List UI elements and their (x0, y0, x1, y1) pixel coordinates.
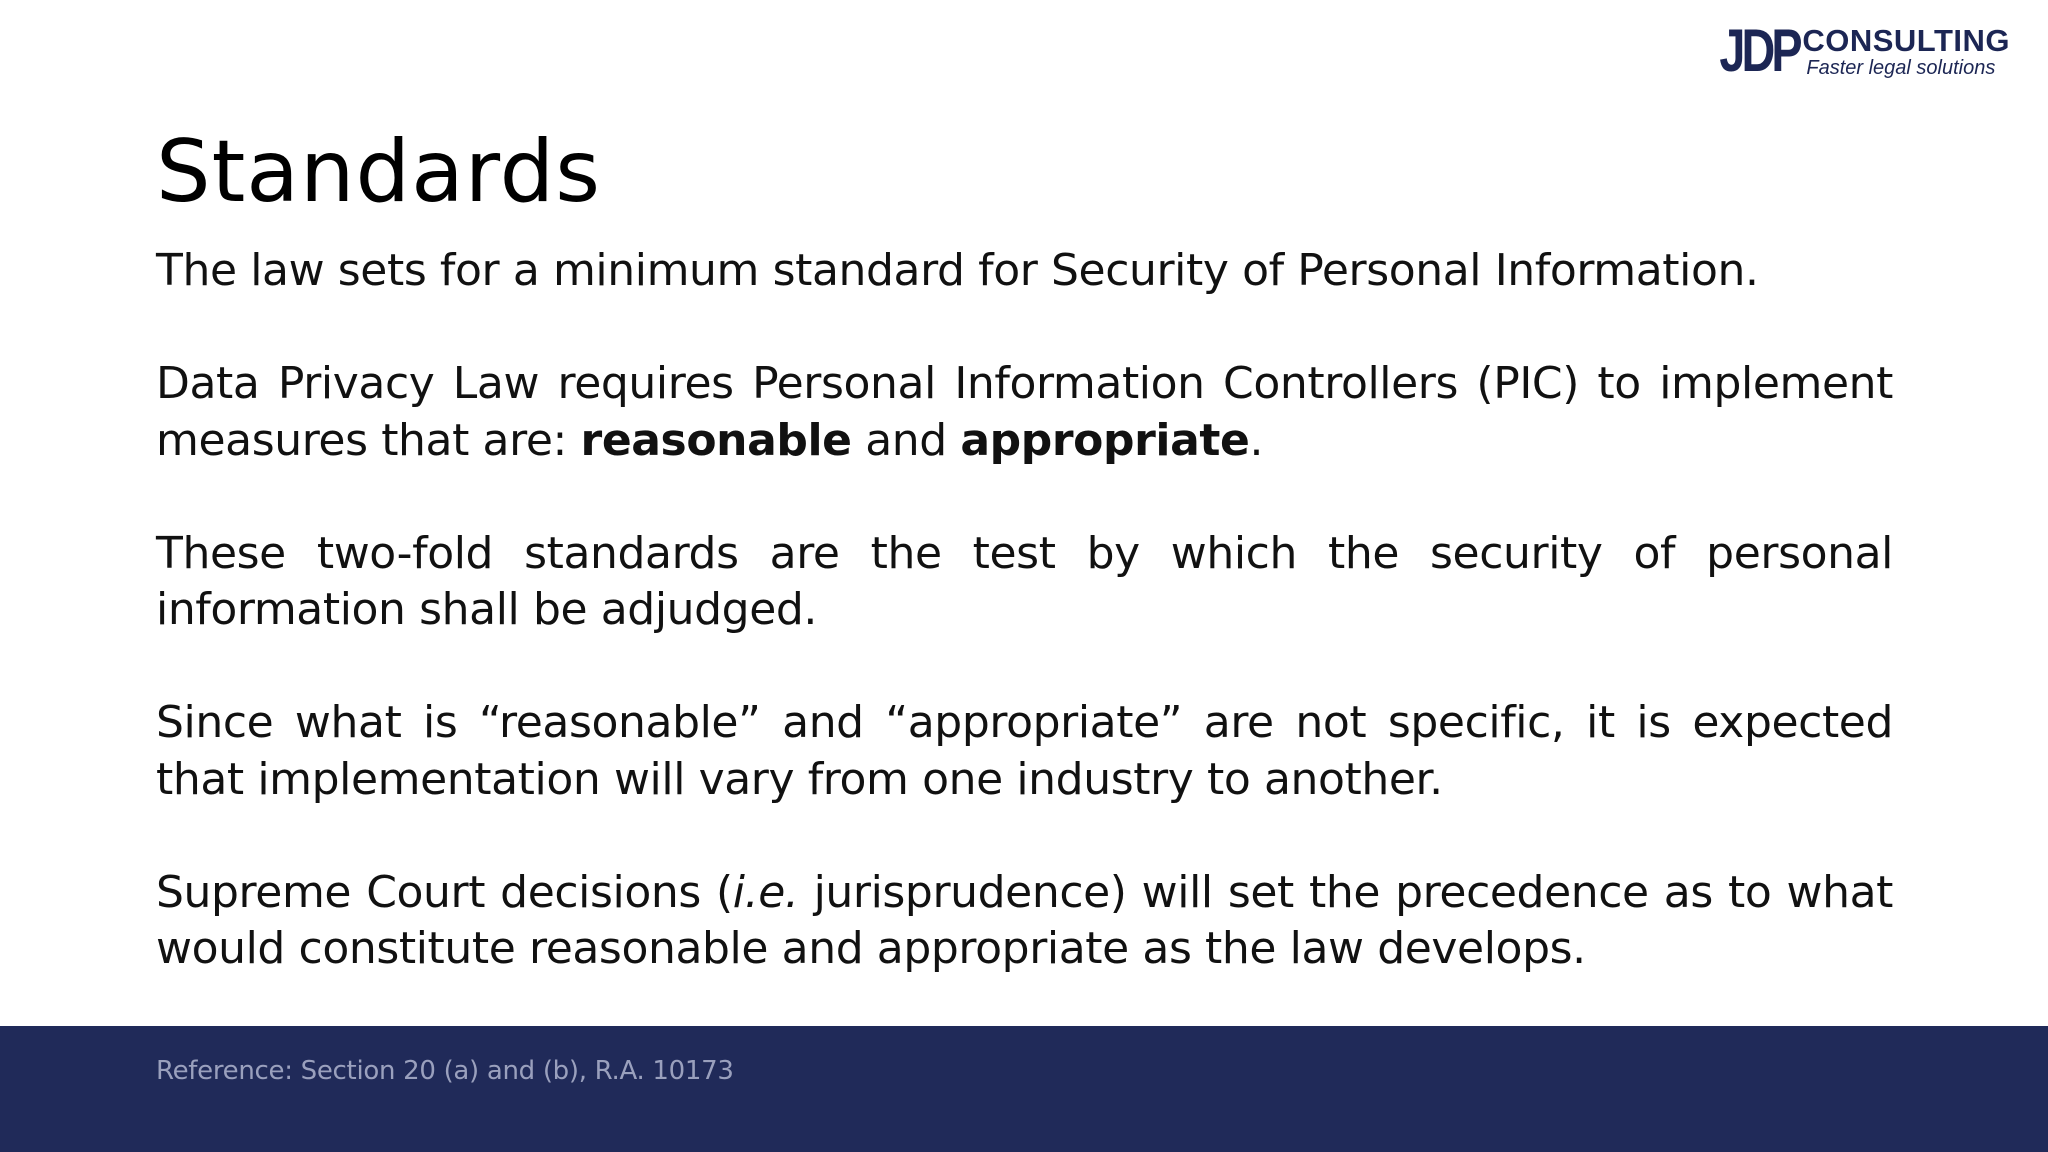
paragraph-industry-variation: Since what is “reasonable” and “appropriate” are not specific, it is expected that implementation will vary from one industry to another. (156, 697, 1893, 805)
logo-mark: JDP (1719, 17, 1799, 84)
logo-tagline: Faster legal solutions (1806, 56, 1996, 79)
paragraph-supreme-court (156, 865, 1893, 978)
logo-text (1802, 22, 2010, 79)
emphasis-ie: i.e. (732, 866, 799, 918)
slide-body (156, 243, 1893, 978)
logo-name: CONSULTING (1802, 22, 2010, 58)
paragraph-text: jurisprudence) will set the precedence as to what would constitute reasonable and appropriate as the law develops. (156, 866, 1893, 974)
paragraph-minimum-standard: The law sets for a minimum standard for Security of Personal Information. (156, 245, 1759, 296)
reference-note: Reference: Section 20 (a) and (b), R.A. 10173 (156, 1056, 734, 1086)
paragraph-text: Supreme Court decisions ( (156, 866, 733, 918)
paragraph-text: and (851, 414, 961, 466)
slide-title: Standards (156, 122, 602, 222)
paragraph-text: Data Privacy Law requires Personal Information Controllers (PIC) to implement measures that are: (156, 358, 1893, 466)
paragraph-pic-requirements (156, 356, 1893, 469)
footer-bar (0, 1026, 2048, 1152)
emphasis-appropriate: appropriate (960, 414, 1250, 466)
paragraph-text: . (1249, 414, 1264, 466)
company-logo (1697, 17, 2010, 84)
emphasis-reasonable: reasonable (580, 414, 852, 466)
paragraph-two-fold-standards: These two-fold standards are the test by which the security of personal information shall be adjudged. (156, 527, 1893, 635)
